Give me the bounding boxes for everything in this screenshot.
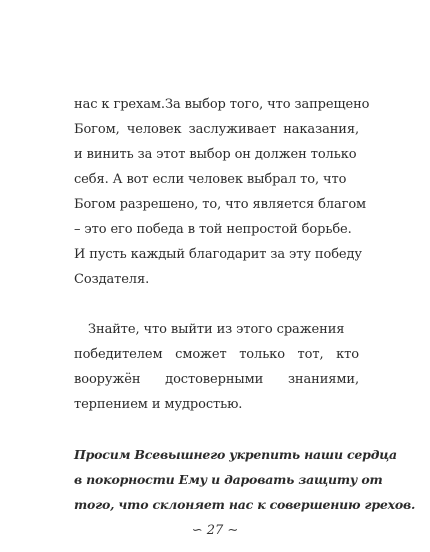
text-line: победителем сможет только тот, кто (74, 347, 359, 362)
page-number: ∽ 27 ∼ (191, 523, 239, 538)
page-body (74, 92, 416, 517)
text-line: нас к грехам. За выбор того, что запрещено (74, 97, 370, 112)
paragraph-2 (74, 317, 359, 417)
text-line: терпением и мудростью. (74, 397, 243, 412)
text-line: Богом, человек заслуживает наказания, (74, 122, 359, 137)
paragraph-1 (74, 92, 370, 292)
text-line: Создателя. (74, 272, 150, 287)
text-line: – это его победа в той непростой борьбе. (74, 222, 352, 237)
prayer-block (74, 442, 416, 517)
text-line: себя. А вот если человек выбрал то, что (74, 172, 347, 187)
text-line: Знайте, что выйти из этого сражения (88, 322, 345, 337)
text-line: И пусть каждый благодарит за эту победу (74, 247, 362, 262)
text-line: и винить за этот выбор он должен только (74, 147, 357, 162)
prayer-line: того, что склоняет нас к совершению грехов. (74, 497, 416, 512)
text-line: Богом разрешено, то, что является благом (74, 197, 367, 212)
text-line: вооружён достоверными знаниями, (74, 372, 359, 387)
prayer-line: в покорности Ему и даровать защиту от (74, 472, 383, 487)
prayer-line: Просим Всевышнего укрепить наши сердца (74, 447, 397, 462)
